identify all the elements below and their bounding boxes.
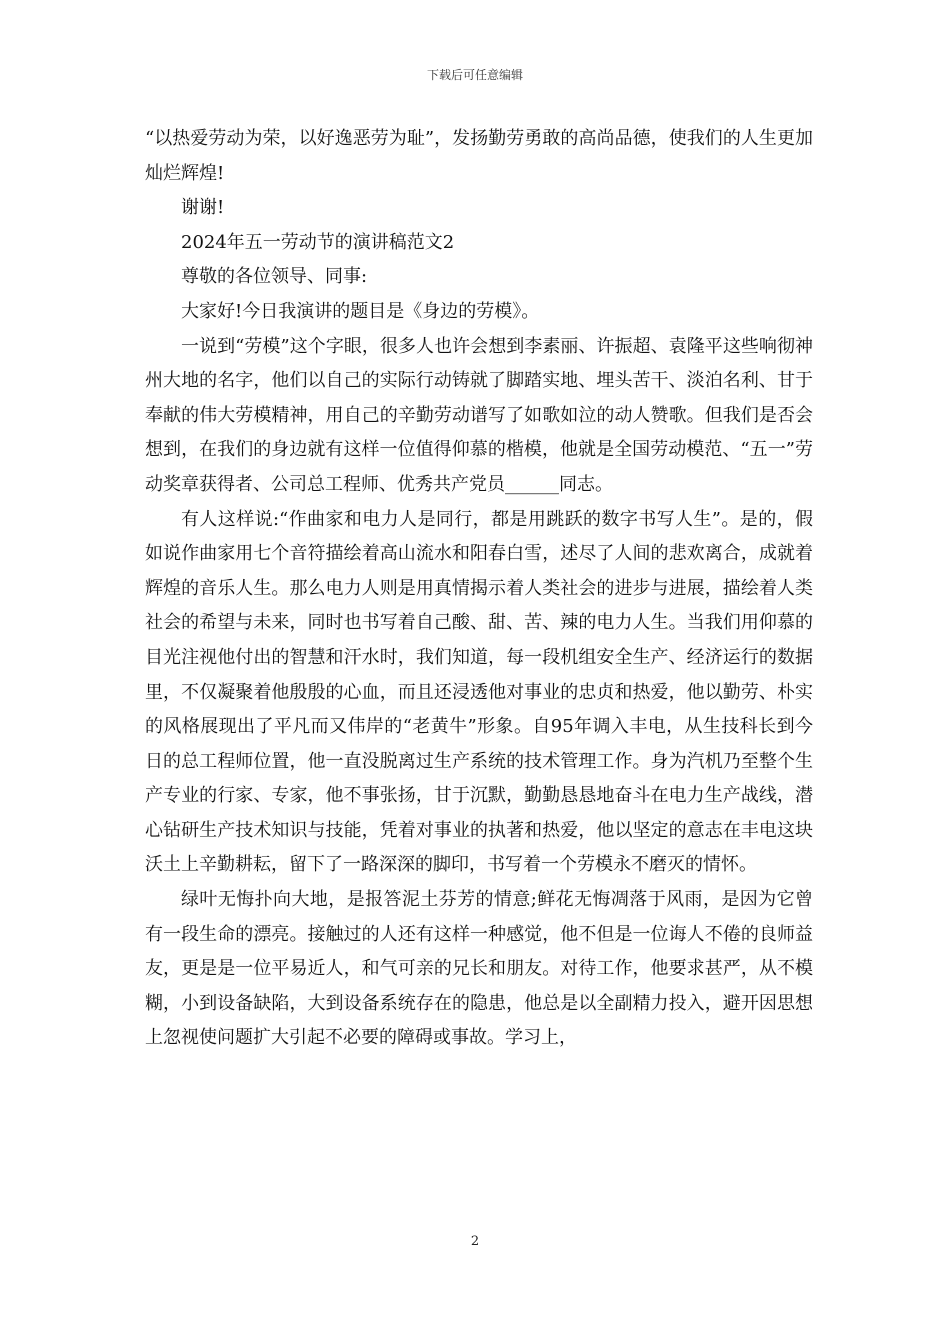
page-number: 2	[470, 1234, 480, 1249]
page-header: 下载后可任意编辑	[426, 68, 523, 82]
paragraph-continuation: “以热爱劳动为荣，以好逸恶劳为耻”，发扬勤劳勇敢的高尚品德，使我们的人生更加灿烂辉煌!	[145, 128, 813, 184]
section-title: 2024年五一劳动节的演讲稿范文2	[181, 231, 455, 253]
paragraph-greeting: 大家好!今日我演讲的题目是《身边的劳模》。	[181, 300, 540, 322]
document-body	[145, 122, 813, 1056]
paragraph-salutation: 尊敬的各位领导、同事:	[181, 266, 368, 288]
paragraph-body: 一说到“劳模”这个字眼，很多人也许会想到李素丽、许振超、袁隆平这些响彻神州大地的名字，他们以自己的实际行动铸就了脚踏实地、埋头苦干、淡泊名利、甘于奉献的伟大劳模精神，用自己的辛勤劳动谱写了如歌如泣的动人赞歌。但我们是否会想到，在我们的身边就有这样一位值得仰慕的楷模，他就是全国劳动模范、“五一”劳动奖章获得者、公司总工程师、优秀共产党员______同志。	[145, 335, 813, 495]
paragraph-thanks: 谢谢!	[181, 197, 225, 219]
paragraph-body: 有人这样说:“作曲家和电力人是同行，都是用跳跃的数字书写人生”。是的，假如说作曲家用七个音符描绘着高山流水和阳春白雪，述尽了人间的悲欢离合，成就着辉煌的音乐人生。那么电力人则是用真情揭示着人类社会的进步与进展，描绘着人类社会的希望与未来，同时也书写着自己酸、甜、苦、辣的电力人生。当我们用仰慕的目光注视他付出的智慧和汗水时，我们知道，每一段机组安全生产、经济运行的数据里，不仅凝聚着他殷殷的心血，而且还浸透他对事业的忠贞和热爱，他以勤劳、朴实的风格展现出了平凡而又伟岸的“老黄牛”形象。自95年调入丰电，从生技科长到今日的总工程师位置，他一直没脱离过生产系统的技术管理工作。身为汽机乃至整个生产专业的行家、专家，他不事张扬，甘于沉默，勤勤恳恳地奋斗在电力生产战线，潜心钻研生产技术知识与技能，凭着对事业的执著和热爱，他以坚定的意志在丰电这块沃土上辛勤耕耘，留下了一路深深的脚印，书写着一个劳模永不磨灭的情怀。	[145, 508, 813, 876]
paragraph-body: 绿叶无悔扑向大地，是报答泥土芬芳的情意;鲜花无悔凋落于风雨，是因为它曾有一段生命的漂亮。接触过的人还有这样一种感觉，他不但是一位诲人不倦的良师益友，更是是一位平易近人，和气可亲的兄长和朋友。对待工作，他要求甚严，从不模糊，小到设备缺陷，大到设备系统存在的隐患，他总是以全副精力投入，避开因思想上忽视使问题扩大引起不必要的障碍或事故。学习上，	[145, 889, 813, 1049]
